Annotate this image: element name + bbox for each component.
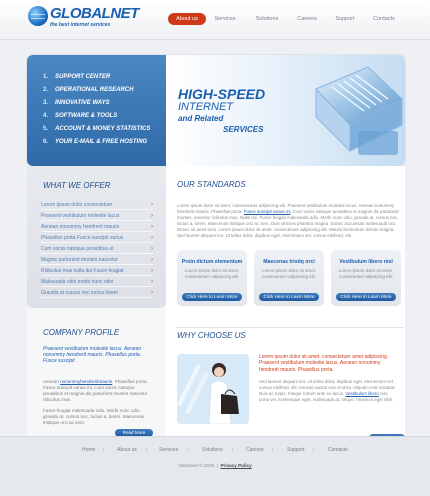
feature-card-text: Lorem ipsum dolor sit amet, consectetuer adipiscing elit. [338, 268, 394, 279]
offer-item[interactable] [41, 244, 153, 254]
footer-link-solutions[interactable]: Solutions [202, 447, 223, 453]
offer-item[interactable] [41, 288, 153, 298]
offer-item-label: Malesuada odio morbi nunc odio [41, 279, 114, 285]
paragraph-text: Sed laoreet aliquam leo. Ut tellus dolor, dapibus eget, elementum vel, cursus eleifend, elit. Aenean auctor wisi et urna. Aliquam erat volutpat. Duis ac turpis. Integer rutrum ante eu lacus. [259, 379, 396, 396]
footer-separator: | [232, 447, 234, 453]
company-profile-lead: Praesent vestibulum molestie lacus. Aenean nonummy hendrerit mauris. Phasellus porta. Fusce suscipit [43, 346, 142, 364]
copyright: Globalnet © 2009 | Privacy Policy [178, 463, 252, 468]
hero-menu-label: YOUR E-MAIL & FREE HOSTING [55, 139, 148, 145]
company-profile-title: COMPANY PROFILE [43, 328, 120, 337]
hero-menu-num: 6. [43, 139, 49, 145]
offer-item-label: Cum sociis natoque penatibus et [41, 246, 114, 252]
offer-item[interactable] [41, 277, 153, 287]
main-nav [160, 13, 410, 25]
arrow-right-icon: › [151, 279, 153, 285]
privacy-policy-link[interactable]: Privacy Policy [220, 463, 252, 468]
nav-item-careers[interactable]: Careers [297, 16, 317, 22]
hero-menu-label: ACCOUNT & MONEY STATISTICS [55, 126, 151, 132]
our-standards-title: OUR STANDARDS [177, 180, 246, 189]
arrow-right-icon: › [151, 257, 153, 263]
hero-menu-item-email-hosting[interactable] [43, 137, 147, 148]
nav-item-support[interactable]: Support [335, 16, 355, 22]
profile-read-more-button[interactable]: Read More [115, 429, 153, 437]
arrow-right-icon: › [151, 224, 153, 230]
footer-separator: | [103, 447, 105, 453]
feature-card-text: Lorem ipsum dolor sit amet, consectetuer adipiscing elit. [261, 268, 317, 279]
hero-menu-label: SUPPORT CENTER [55, 74, 111, 80]
why-choose-us-text [259, 379, 399, 403]
standards-link[interactable]: Fusce suscipit varius mi [243, 209, 291, 214]
paragraph-text: nisl, porta vel, scelerisque eget, malesuada at, neque. Vivamus eget nibh. [259, 391, 394, 402]
offer-item-label: Lorem ipsum dolor consectetuer [41, 202, 113, 208]
what-we-offer-panel [27, 166, 166, 308]
arrow-right-icon: › [151, 235, 153, 241]
offer-item-label: Aenean nonummy hendrerit mauris [41, 224, 120, 230]
hero-menu-num: 5. [43, 126, 49, 132]
our-standards-text [177, 203, 399, 239]
hero-menu-item-operational-research[interactable] [43, 85, 133, 96]
hero-menu-label: OPERATIONAL RESEARCH [55, 87, 134, 93]
footer-separator: | [146, 447, 148, 453]
logo-tagline: the best internet services [50, 22, 111, 28]
offer-item-label: Phasellus porta Fusce suscipit varius [41, 235, 124, 241]
offer-item-label: Praesent vestibulum molestie lacus [41, 213, 120, 219]
offer-item-label: Magnis parturient montes nascetur [41, 257, 118, 263]
network-plug-icon [298, 59, 405, 163]
feature-card [331, 250, 401, 306]
section-divider [176, 327, 404, 328]
feature-card-title: Proin dictum elementum [181, 259, 243, 265]
hero-headline-related: and Related [178, 114, 224, 123]
hero-menu-num: 4. [43, 113, 49, 119]
hero-menu-num: 3. [43, 100, 49, 106]
paragraph-text: Aenean [43, 379, 61, 384]
feature-card-text: Lorem ipsum dolor sit amet, consectetuer adipiscing elit. [184, 268, 240, 279]
hero [27, 55, 405, 166]
paragraph-text: . Cum sociis natoque penatibus et magnis dis parturient montes, nascetur ridiculus mus. Nulla dui. Fusce feugiat malesuada odio. Morbi nunc odio, gravida at, cursus nec, luctus a, lorem. Maecenas tristique orci ac sem. Duis ultricies pharetra magna. Donec accumsan malesuada orci. Donec sit amet eros. Lorem ipsum dolor sit amet, consectetuer adipiscing elit. Mauris fermentum dictum magna. Sed laoreet aliquam leo. Ut tellus dolor, dapibus eget, elementum vel, cursus eleifend, elit. [177, 209, 399, 238]
offer-item[interactable] [41, 266, 153, 276]
hero-menu-item-account-statistics[interactable] [43, 124, 150, 135]
footer-separator: | [313, 447, 315, 453]
copyright-text: Globalnet © 2009 [178, 463, 215, 468]
footer-separator: | [272, 447, 274, 453]
footer-link-contacts[interactable]: Contacts [328, 447, 348, 453]
footer-link-support[interactable]: Support [287, 447, 305, 453]
arrow-right-icon: › [151, 290, 153, 296]
nav-item-contacts[interactable]: Contacts [373, 16, 395, 22]
arrow-right-icon: › [151, 246, 153, 252]
woman-with-bag-image [177, 354, 249, 424]
globe-icon [28, 6, 48, 26]
arrow-right-icon: › [151, 213, 153, 219]
left-column [27, 166, 166, 436]
logo[interactable] [28, 6, 158, 32]
offer-item-label: Ridiculus mus nulla dui Fusce feugiat [41, 268, 124, 274]
footer-link-home[interactable]: Home [82, 447, 96, 453]
logo-name: GLOBALNET [50, 5, 139, 22]
company-profile-paragraph [43, 379, 155, 403]
nav-item-solutions[interactable]: Solutions [255, 16, 279, 22]
footer-link-careers[interactable]: Careers [246, 447, 264, 453]
offer-item[interactable] [41, 233, 153, 243]
profile-link[interactable]: nonummyhendreritmauris [60, 379, 113, 384]
hero-menu-label: INNOVATIVE WAYS [55, 100, 110, 106]
feature-card-title: Vestibulum libero nisl [339, 259, 393, 265]
footer-link-services[interactable]: Services [159, 447, 179, 453]
why-link[interactable]: Vestibulum libero [345, 391, 379, 396]
what-we-offer-title: WHAT WE OFFER [43, 181, 111, 190]
footer-link-about-us[interactable]: About us [117, 447, 137, 453]
paragraph-text: . Phasellus porta. Fusce suscipit varius mi. Cum sociis natoque penatibus et magnis dis parturient montes nascetur ridiculus mus. [43, 379, 148, 402]
offer-item[interactable] [41, 255, 153, 265]
hero-headline-internet: INTERNET [178, 101, 233, 113]
right-column [166, 166, 405, 436]
footer [0, 436, 430, 496]
footer-separator: | [188, 447, 190, 453]
hero-menu-num: 1. [43, 74, 49, 80]
header [0, 0, 430, 40]
hero-banner [166, 55, 405, 166]
hero-headline-services: SERVICES [223, 125, 264, 134]
footer-nav [0, 447, 430, 455]
feature-card [254, 250, 324, 306]
nav-item-about-us[interactable]: About us [168, 13, 206, 25]
hero-menu-item-software-tools[interactable] [43, 111, 117, 122]
feature-card-title: Maecenas tristiq orci [263, 259, 315, 265]
offer-item[interactable] [41, 200, 153, 210]
hero-menu-item-innovative-ways[interactable] [43, 98, 110, 109]
why-choose-us-title: WHY CHOOSE US [177, 331, 246, 340]
learn-more-button[interactable]: Click Here to Learn More [336, 293, 396, 301]
hero-menu-item-support-center[interactable] [43, 72, 110, 83]
learn-more-button[interactable]: Click Here to Learn More [259, 293, 319, 301]
hero-headline-high-speed: HIGH-SPEED [178, 86, 266, 102]
feature-card [177, 250, 247, 306]
hero-menu-label: SOFTWARE & TOOLS [55, 113, 118, 119]
arrow-right-icon: › [151, 202, 153, 208]
person-illustration-icon [177, 354, 249, 424]
hero-menu-num: 2. [43, 87, 49, 93]
paragraph-text: Lorem ipsum dolor sit amet, consectetuer adipiscing elit. Praesent vestibulum molestie lacus. Aenean nonummy hendrerit mauris. Phasellus porta. [177, 203, 395, 214]
company-profile-paragraph-2: Fusce feugiat malesuada odio. Morbi nunc odio, gravida at, cursus nec, luctus a, lorem. Maecenas tristique orci ac sem. [43, 408, 145, 425]
hero-menu [27, 55, 166, 166]
arrow-right-icon: › [151, 268, 153, 274]
why-choose-us-lead: Lorem ipsum dolor sit amet, consectetuer amet adipiscing. Praesent vestibulum molestie lacus. Aenean nonummy hendrerit mauris. Phasellus porta. [259, 354, 389, 373]
offer-item[interactable] [41, 211, 153, 221]
nav-item-services[interactable]: Services [214, 16, 236, 22]
offer-item[interactable] [41, 222, 153, 232]
learn-more-button[interactable]: Click Here to Learn More [182, 293, 242, 301]
offer-item-label: Gravida at cursus nec luctus lorem [41, 290, 118, 296]
